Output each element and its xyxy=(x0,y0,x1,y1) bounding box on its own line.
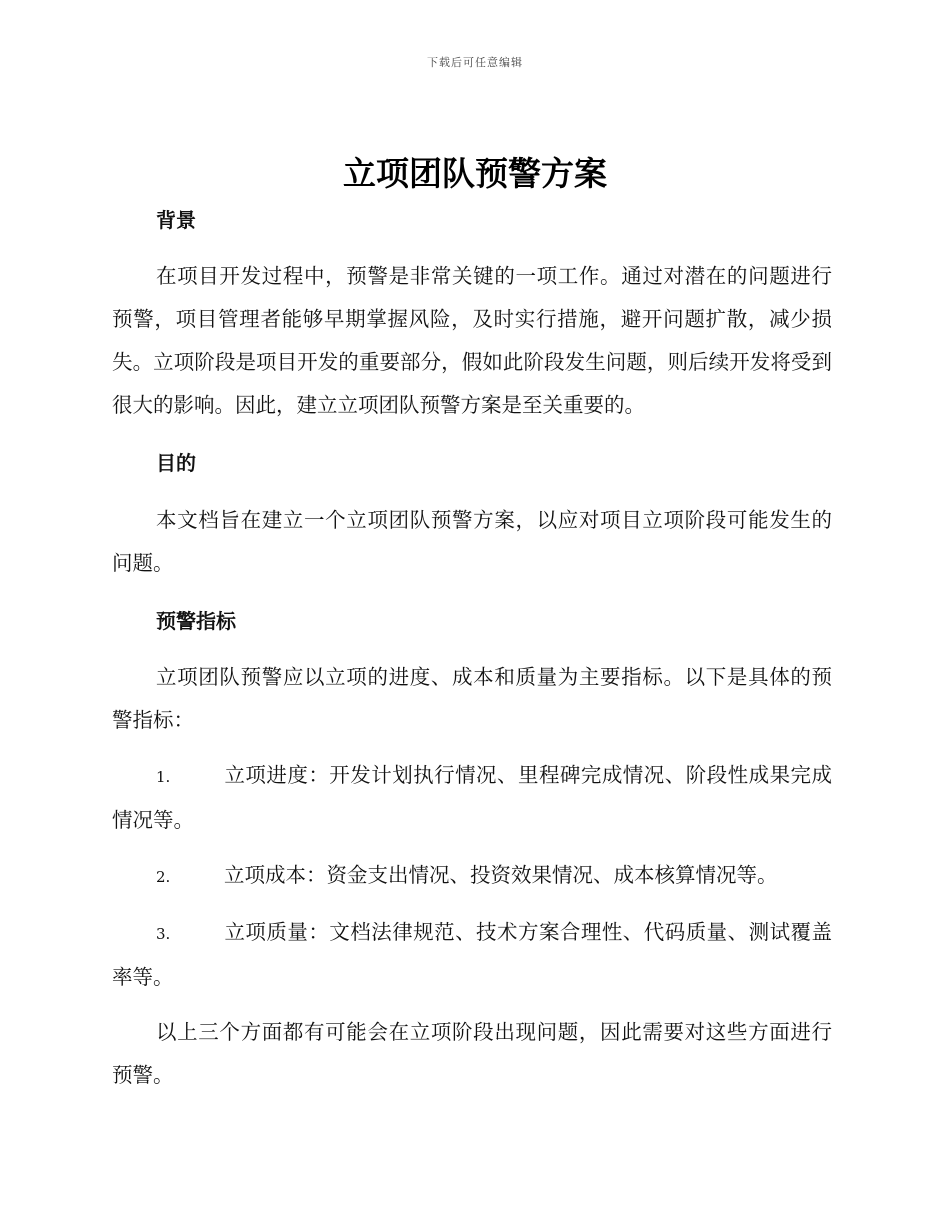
list-item-number: 3. xyxy=(156,925,171,943)
section-purpose xyxy=(112,448,832,585)
document-title: 立项团队预警方案 xyxy=(343,154,607,193)
list-item-text: 立项进度：开发计划执行情况、里程碑完成情况、阶段性成果完成情况等。 xyxy=(112,763,832,832)
section-heading-background: 背景 xyxy=(156,208,196,232)
list-item xyxy=(112,911,832,999)
document-body xyxy=(112,205,832,1097)
paragraph-background: 在项目开发过程中，预警是非常关键的一项工作。通过对潜在的问题进行预警，项目管理者能够早期掌握风险，及时实行措施，避开问题扩散，减少损失。立项阶段是项目开发的重要部分，假如此阶段发生问题，则后续开发将受到很大的影响。因此，建立立项团队预警方案是至关重要的。 xyxy=(112,264,832,417)
list-item-text: 立项成本：资金支出情况、投资效果情况、成本核算情况等。 xyxy=(224,863,778,887)
paragraph-indicators-closing: 以上三个方面都有可能会在立项阶段出现问题，因此需要对这些方面进行预警。 xyxy=(112,1020,832,1087)
section-heading-indicators: 预警指标 xyxy=(156,609,236,633)
paragraph-purpose: 本文档旨在建立一个立项团队预警方案，以应对项目立项阶段可能发生的问题。 xyxy=(112,508,832,575)
list-item-number: 2. xyxy=(156,868,171,886)
section-heading-purpose: 目的 xyxy=(156,451,196,475)
section-background xyxy=(112,205,832,427)
list-item xyxy=(112,754,832,842)
list-item-text: 立项质量：文档法律规范、技术方案合理性、代码质量、测试覆盖率等。 xyxy=(112,920,832,989)
page-header-note: 下载后可任意编辑 xyxy=(427,56,523,69)
paragraph-indicators-intro: 立项团队预警应以立项的进度、成本和质量为主要指标。以下是具体的预警指标： xyxy=(112,665,832,732)
list-item xyxy=(112,854,832,899)
list-item-number: 1. xyxy=(156,768,171,786)
section-indicators xyxy=(112,606,832,1097)
